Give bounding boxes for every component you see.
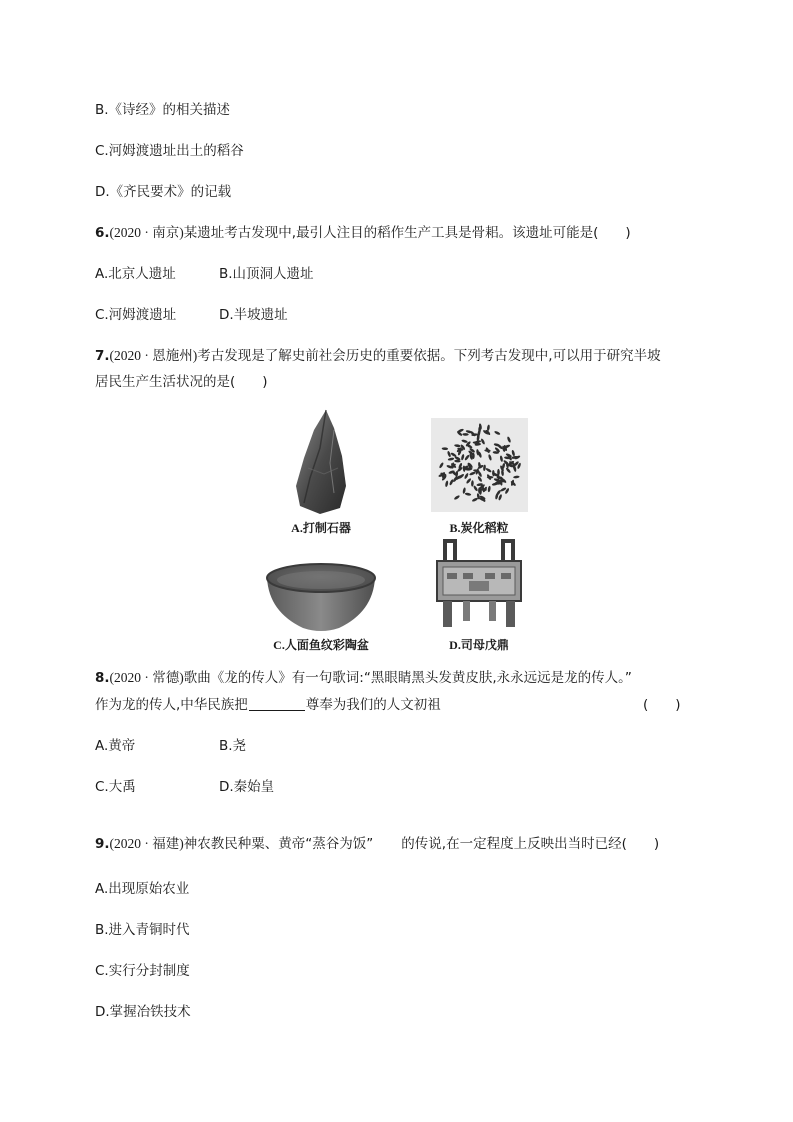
q6-option-b: B.山顶洞人遗址 — [219, 266, 314, 282]
q7-caption-d: D.司母戊鼎 — [449, 638, 509, 652]
q9-option-a: A.出现原始农业 — [95, 881, 190, 897]
q9-option-d: D.掌握冶铁技术 — [95, 1004, 191, 1020]
q7-stem-line1 — [95, 346, 661, 366]
q6-stem — [95, 223, 631, 243]
q8-number: 8. — [95, 670, 110, 686]
q8-stem-text2a: 作为龙的传人,中华民族把 — [95, 697, 248, 713]
q7-stem-line2: 居民生产生活状况的是( ) — [95, 374, 268, 390]
q8-stem-line1 — [95, 668, 632, 688]
q7-caption-c: C.人面鱼纹彩陶盆 — [273, 638, 369, 652]
q6-number: 6. — [95, 225, 110, 241]
charred-rice-grains-image — [431, 418, 528, 512]
q8-stem-text2b: 尊奉为我们的人文初祖 — [305, 697, 441, 713]
q5-option-c: C.河姆渡遗址出土的稻谷 — [95, 143, 244, 159]
q6-option-a: A.北京人遗址 — [95, 266, 176, 282]
q6-stem-text: 某遗址考古发现中,最引人注目的稻作生产工具是骨耜。该遗址可能是( ) — [183, 225, 631, 241]
q5-option-b: B.《诗经》的相关描述 — [95, 102, 231, 118]
q8-option-c: C.大禹 — [95, 779, 136, 795]
q9-source: (2020 · 福建) — [109, 836, 184, 851]
q8-option-b: B.尧 — [219, 738, 247, 754]
q8-option-a: A.黄帝 — [95, 738, 136, 754]
q9-stem-text-a: 神农教民种粟、黄帝“蒸谷为饭” — [183, 836, 374, 852]
q8-stem-line2 — [95, 695, 441, 715]
chipped-stone-tool-image — [290, 408, 350, 516]
q8-stem-text1: 歌曲《龙的传人》有一句歌词:“黑眼睛黑头发黄皮肤,永永远远是龙的传人。” — [183, 670, 632, 686]
bronze-ding-image — [433, 539, 525, 631]
q8-answer-paren: ( ) — [643, 697, 681, 713]
painted-pottery-basin-image — [263, 560, 379, 636]
q6-option-c: C.河姆渡遗址 — [95, 307, 177, 323]
q8-answer-blank — [249, 696, 305, 711]
q7-caption-b: B.炭化稻粒 — [449, 521, 509, 535]
q5-option-d: D.《齐民要术》的记载 — [95, 184, 232, 200]
q6-source: (2020 · 南京) — [109, 225, 184, 240]
q8-option-d: D.秦始皇 — [219, 779, 275, 795]
q6-option-d: D.半坡遗址 — [219, 307, 288, 323]
q9-number: 9. — [95, 836, 110, 852]
q7-source: (2020 · 恩施州) — [109, 348, 198, 363]
q9-stem — [95, 834, 659, 854]
q7-caption-a: A.打制石器 — [291, 521, 351, 535]
q7-number: 7. — [95, 348, 110, 364]
q9-option-b: B.进入青铜时代 — [95, 922, 190, 938]
q7-stem-text1: 考古发现是了解史前社会历史的重要依据。下列考古发现中,可以用于研究半坡 — [197, 348, 661, 364]
q9-stem-text-b: 的传说,在一定程度上反映出当时已经( ) — [401, 836, 660, 852]
q9-option-c: C.实行分封制度 — [95, 963, 190, 979]
q8-source: (2020 · 常德) — [109, 670, 184, 685]
